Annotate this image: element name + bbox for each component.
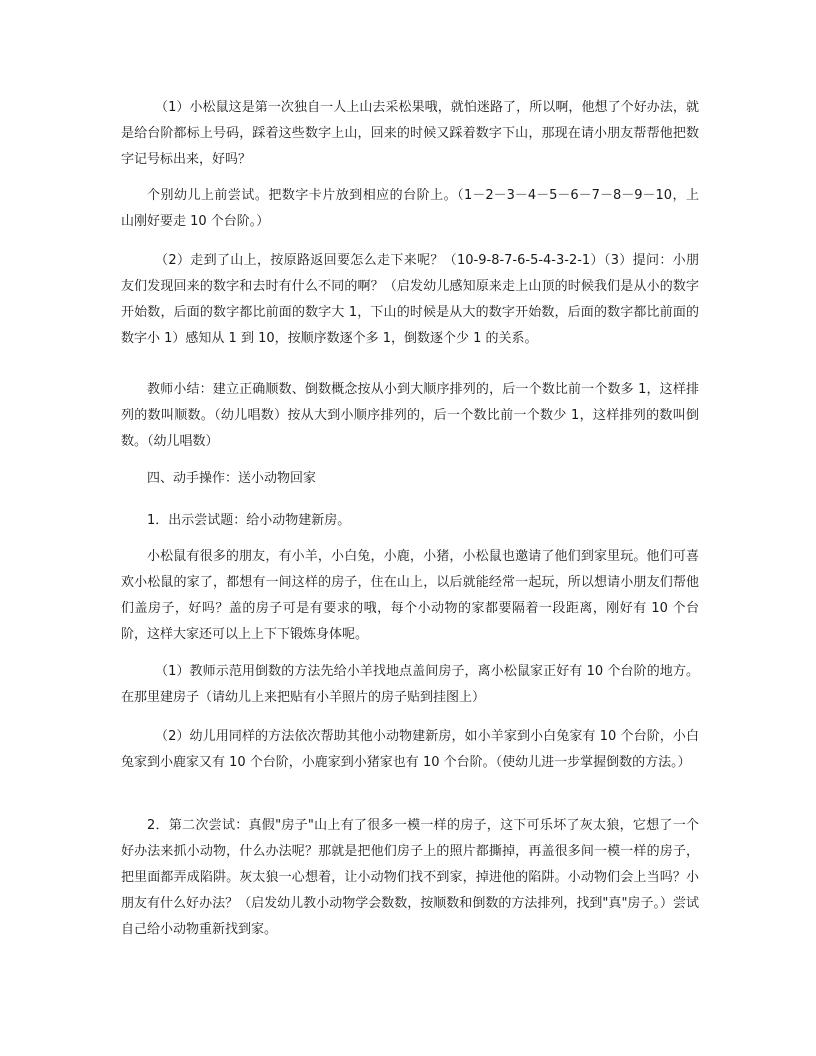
paragraph-teacher-demo: （1）教师示范用倒数的方法先给小羊找地点盖间房子，离小松鼠家正好有 10 个台阶的地方。在那里建房子（请幼儿上来把贴有小羊照片的房子贴到挂图上） bbox=[121, 664, 699, 705]
paragraph-trial-2: 2．第二次尝试：真假"房子"山上有了很多一模一样的房子，这下可乐坏了灰太狼，它想了一个好办法来抓小动物，什么办法呢？那就是把他们房子上的照片都撕掉，再盖很多间一模一样的房子，把里面都弄成陷阱。灰太狼一心想着，让小动物们找不到家，掉进他的陷阱。小动物们会上当吗？小朋友有什么好办法？（启发幼儿教小动物学会数数，按顺数和倒数的方法排列，找到"真"房子。）尝试自己给小动物重新找到家。 bbox=[121, 818, 699, 937]
section-heading-hands-on: 四、动手操作：送小动物回家 bbox=[147, 471, 317, 486]
paragraph-step-1-intro: （1）小松鼠这是第一次独自一人上山去采松果哦，就怕迷路了，所以啊，他想了个好办法，就是给台阶都标上号码，踩着这些数字上山，回来的时候又踩着数字下山，那现在请小朋友帮帮他把数字记号标出来，好吗？ bbox=[121, 100, 699, 167]
paragraph-teacher-summary: 教师小结：建立正确顺数、倒数概念按从小到大顺序排列的，后一个数比前一个数多 1，这样排列的数叫顺数。（幼儿唱数）按从大到小顺序排列的，后一个数比前一个数少 1，这样排列的数叫倒数。（幼儿唱数） bbox=[121, 382, 699, 449]
paragraph-children-build: （2）幼儿用同样的方法依次帮助其他小动物建新房，如小羊家到小白兔家有 10 个台阶，小白兔家到小鹿家又有 10 个台阶，小鹿家到小猪家也有 10 个台阶。（使幼儿进一步掌握倒数的方法。） bbox=[121, 729, 699, 770]
subheading-trial-1: 1．出示尝试题：给小动物建新房。 bbox=[147, 513, 351, 528]
paragraph-friends-houses: 小松鼠有很多的朋友，有小羊，小白兔，小鹿，小猪，小松鼠也邀请了他们到家里玩。他们可喜欢小松鼠的家了，都想有一间这样的房子，住在山上，以后就能经常一起玩，所以想请小朋友们帮他们盖房子，好吗？盖的房子可是有要求的哦，每个小动物的家都要隔着一段距离，刚好有 10 个台阶，这样大家还可以上上下下锻炼身体呢。 bbox=[121, 549, 699, 642]
paragraph-child-attempt: 个别幼儿上前尝试。把数字卡片放到相应的台阶上。（1－2－3－4－5－6－7－8－9－10，上山刚好要走 10 个台阶。） bbox=[121, 188, 699, 229]
paragraph-step-2-return: （2）走到了山上，按原路返回要怎么走下来呢？（10-9-8-7-6-5-4-3-2-1）（3）提问：小朋友们发现回来的数字和去时有什么不同的啊？（启发幼儿感知原来走上山顶的时候我们是从小的数字开始数，后面的数字都比前面的数字大 1，下山的时候是从大的数字开始数，后面的数字都比前面的数字小 1）感知从 1 到 10，按顺序数逐个多 1，倒数逐个少 1 的关系。 bbox=[121, 253, 699, 346]
